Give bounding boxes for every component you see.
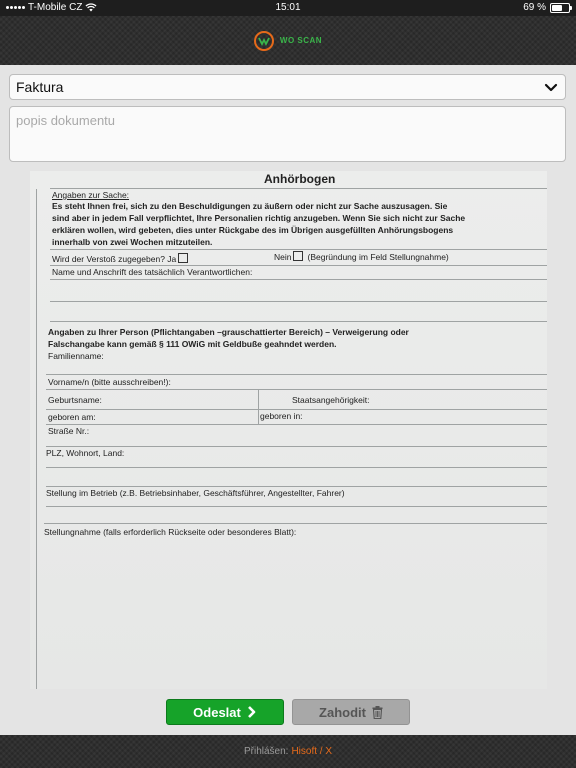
doc-question: Wird der Verstoß zugegeben? Ja — [52, 253, 188, 264]
status-time: 15:01 — [275, 2, 301, 13]
doc-section1-line-3: erklären wollen, wird gebeten, dies unter Rückgabe des im Übrigen ausgefüllten Anhörungsbogens — [52, 225, 454, 235]
trash-icon — [372, 706, 383, 719]
doc-answer-no: Nein (Begründung im Feld Stellungnahme) — [274, 252, 449, 262]
document-type-select[interactable] — [9, 74, 566, 100]
send-button[interactable] — [166, 699, 284, 725]
doc-field-stellungnahme: Stellungnahme (falls erforderlich Rückseite oder besonderes Blatt): — [44, 527, 297, 537]
scanned-document-preview — [30, 171, 547, 689]
doc-title: Anhörbogen — [264, 172, 336, 186]
doc-field-plz: PLZ, Wohnort, Land: — [46, 448, 125, 458]
app-header — [0, 16, 576, 65]
doc-section1-line-2: sind aber in jedem Fall verpflichtet, Ihre Personalien richtig anzugeben. Wenn Sie sich nicht zur Sache — [52, 213, 466, 223]
chevron-down-icon — [543, 79, 559, 95]
discard-button-label: Zahodit — [319, 704, 366, 720]
carrier-label: T-Mobile CZ — [28, 2, 83, 13]
login-label: Přihlášen: — [243, 746, 289, 757]
logo-icon — [254, 31, 274, 51]
logo-text: WO SCAN — [279, 36, 323, 45]
status-bar — [0, 0, 576, 16]
send-button-label: Odeslat — [193, 704, 241, 720]
doc-field-geboren-in: geboren in: — [260, 411, 303, 421]
footer — [0, 735, 576, 768]
chevron-right-icon — [247, 706, 257, 718]
doc-responsible-label: Name und Anschrift des tatsächlich Verantwortlichen: — [52, 267, 253, 277]
document-description-input[interactable] — [9, 106, 566, 162]
doc-field-strasse: Straße Nr.: — [48, 426, 90, 436]
doc-field-familienname: Familienname: — [48, 351, 104, 361]
doc-field-geburtsname: Geburtsname: — [48, 395, 102, 405]
doc-section2-line-2: Falschangabe kann gemäß § 111 OWiG mit Geldbuße geahndet werden. — [48, 339, 337, 349]
doc-section2-line-1: Angaben zu Ihrer Person (Pflichtangaben –grauschattierter Bereich) – Verweigerung oder — [48, 327, 409, 337]
discard-button[interactable] — [292, 699, 410, 725]
doc-field-staatsangehoerigkeit: Staatsangehörigkeit: — [292, 395, 370, 405]
document-type-value: Faktura — [16, 79, 64, 95]
doc-section1-heading: Angaben zur Sache: — [52, 190, 130, 200]
doc-field-stellung: Stellung im Betrieb (z.B. Betriebsinhaber, Geschäftsführer, Angestellter, Fahrer) — [46, 488, 345, 498]
battery-icon — [550, 3, 570, 13]
doc-field-vorname: Vorname/n (bitte ausschreiben!): — [48, 377, 171, 387]
doc-field-geboren-am: geboren am: — [48, 412, 96, 422]
logged-user-link[interactable]: Hisoft / X — [291, 746, 333, 757]
doc-section1-line-4: innerhalb von zwei Wochen mitzuteilen. — [52, 237, 213, 247]
doc-section1-line-1: Es steht Ihnen frei, sich zu den Beschuldigungen zu äußern oder nicht zur Sache auszusagen. Sie — [52, 201, 448, 211]
battery-percent: 69 % — [523, 2, 546, 13]
